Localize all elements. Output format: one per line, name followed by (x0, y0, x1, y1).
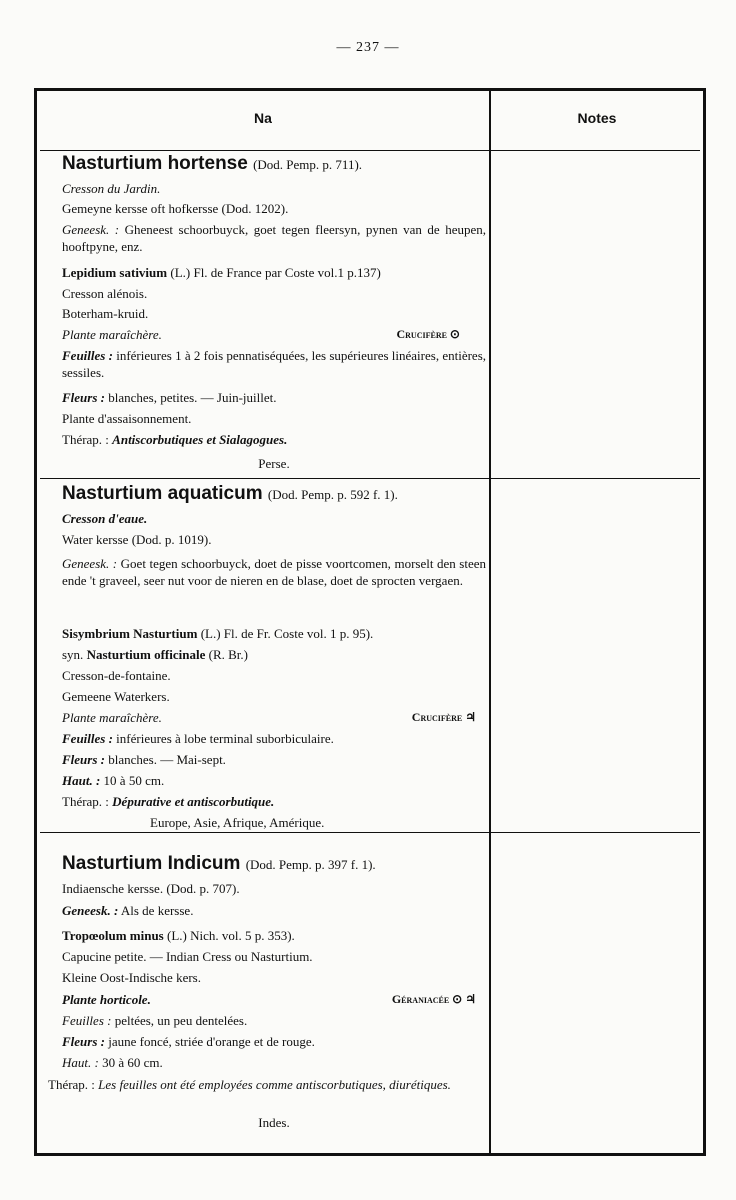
flowers-description: Fleurs : blanches, petites. — Juin-juillet. (62, 390, 277, 405)
table-top-border (34, 88, 706, 91)
medicinal-note: Geneesk. : Als de kersse. (62, 903, 194, 918)
column-header-notes: Notes (577, 110, 617, 126)
table-left-border (34, 88, 37, 1156)
french-common-name: Cresson alénois. (62, 286, 148, 301)
usage-note: Plante d'assaisonnement. (62, 411, 192, 426)
page-number: — 237 — (336, 40, 400, 55)
scientific-name: Sisymbrium Nasturtium (L.) Fl. de Fr. Coste vol. 1 p. 95). (62, 626, 374, 641)
dutch-name: Indiaensche kersse. (Dod. p. 707). (62, 881, 240, 896)
dutch-common-name: Kleine Oost-Indische kers. (62, 970, 201, 985)
common-names: Capucine petite. — Indian Cress ou Nasturtium. (62, 949, 313, 964)
leaves-description: Feuilles : inférieures 1 à 2 fois pennatiséquées, les supérieures linéaires, entières, sessiles. (62, 348, 487, 380)
dutch-name: Gemeyne kersse oft hofkersse (Dod. 1202). (62, 201, 289, 216)
column-divider (489, 91, 491, 1153)
entry-title: Nasturtium aquaticum (Dod. Pemp. p. 592 f. 1). (62, 483, 398, 504)
table-right-border (703, 88, 706, 1156)
french-name: Cresson du Jardin. (62, 181, 161, 196)
table-bottom-border (34, 1153, 706, 1156)
leaves-description: Feuilles : peltées, un peu dentelées. (62, 1013, 248, 1028)
header-divider (40, 150, 700, 151)
dutch-common-name: Gemeene Waterkers. (62, 689, 170, 704)
height: Haut. : 30 à 60 cm. (62, 1055, 163, 1070)
origin: Europe, Asie, Afrique, Amérique. (150, 815, 325, 830)
column-header-name: Na (254, 110, 272, 126)
medicinal-note: Geneesk. : Gheneest schoorbuyck, goet tegen fleersyn, pynen van de heupen, hooftpyne, enz. (62, 222, 487, 254)
plant-family: Crucifère ⊙ (396, 327, 460, 341)
scientific-name: Lepidium sativium (L.) Fl. de France par Coste vol.1 p.137) (62, 265, 381, 280)
entry-title: Nasturtium hortense (Dod. Pemp. p. 711). (62, 153, 363, 174)
flowers-description: Fleurs : jaune foncé, striée d'orange et de rouge. (62, 1034, 315, 1049)
dutch-common-name: Boterham-kruid. (62, 306, 149, 321)
medicinal-note: Geneesk. : Goet tegen schoorbuyck, doet de pisse voortcomen, morselt den steen ende 't graveel, seer nut voor de nieren en de blase, doet de sprocten vergaen. (62, 556, 486, 588)
origin: Perse. (258, 456, 290, 471)
plant-category: Plante maraîchère. Crucifère ♃ (62, 710, 476, 725)
plant-category: Plante horticole. Géraniacée ⊙ ♃ (62, 992, 476, 1007)
scientific-name: Tropœolum minus (L.) Nich. vol. 5 p. 353). (62, 928, 295, 943)
plant-category: Plante maraîchère. Crucifère ⊙ (62, 327, 460, 342)
dutch-name: Water kersse (Dod. p. 1019). (62, 532, 212, 547)
plant-family: Crucifère ♃ (411, 710, 476, 724)
therapeutic-use: Thérap. : Antiscorbutiques et Sialagogues. (62, 432, 288, 447)
entry-divider-1 (40, 478, 700, 479)
origin: Indes. (258, 1115, 290, 1130)
therapeutic-use: Thérap. : Les feuilles ont été employées comme antiscorbutiques, diurétiques. (48, 1077, 451, 1092)
french-name: Cresson d'eaue. (62, 511, 148, 526)
flowers-description: Fleurs : blanches. — Mai-sept. (62, 752, 226, 767)
french-common-name: Cresson-de-fontaine. (62, 668, 171, 683)
synonym: syn. Nasturtium officinale (R. Br.) (62, 647, 248, 662)
height: Haut. : 10 à 50 cm. (62, 773, 165, 788)
leaves-description: Feuilles : inférieures à lobe terminal suborbiculaire. (62, 731, 334, 746)
therapeutic-use: Thérap. : Dépurative et antiscorbutique. (62, 794, 275, 809)
entry-divider-2 (40, 832, 700, 833)
entry-title: Nasturtium Indicum (Dod. Pemp. p. 397 f. 1). (62, 853, 376, 874)
plant-family: Géraniacée ⊙ ♃ (391, 992, 476, 1006)
